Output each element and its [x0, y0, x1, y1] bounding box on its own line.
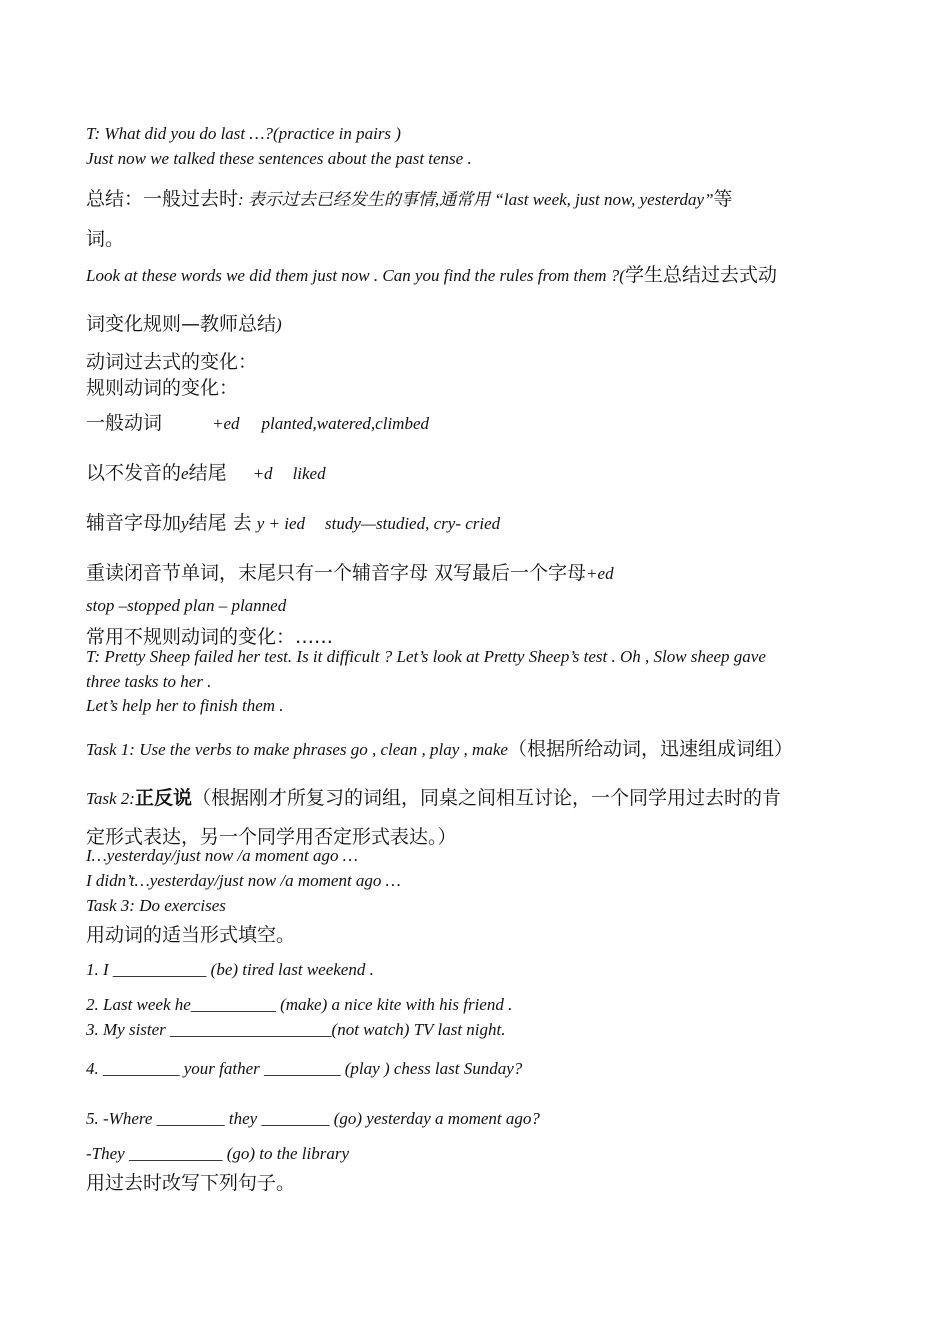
rule-double-label: 重读闭音节单词，末尾只有一个辅音字母 双写最后一个字母 [86, 562, 587, 584]
rule-consonant-y-suffix: y + ied [256, 514, 305, 533]
task-1-text: Task 1: Use the verbs to make phrases go , clean , play , make [86, 740, 508, 759]
exercise-instruction-rewrite: 用过去时改写下列句子。 [86, 1172, 296, 1194]
summary-label: 总结：一般过去时 [86, 188, 239, 210]
rule-silent-e-letter: e [181, 464, 189, 483]
task-2-label: Task 2: [86, 789, 135, 808]
dialogue-line-pretty-sheep: T: Pretty Sheep failed her test. Is it difficult ? Let’s look at Pretty Sheep’s test . Oh , Slow sheep gave [86, 647, 766, 666]
rule-silent-e-label-2: 结尾 [188, 462, 227, 484]
exercise-item-4: 4. _________ your father _________ (play ) chess last Sunday? [86, 1059, 523, 1078]
rule-general-suffix: +ed [212, 414, 240, 433]
exercise-item-5-answer: -They ___________ (go) to the library [86, 1144, 349, 1163]
summary-time-words: last week, just now, yesterday” [503, 190, 714, 209]
task-1-cn: （根据所给动词，迅速组成词组） [507, 738, 793, 760]
exercise-item-2: 2. Last week he__________ (make) a nice kite with his friend . [86, 995, 513, 1014]
rules-question-line [86, 260, 777, 287]
task-2-description: （根据刚才所复习的词组，同桌之间相互讨论，一个同学用过去时的肯 [191, 787, 781, 809]
summary-continuation: 词。 [86, 228, 125, 250]
task-1-line [86, 734, 793, 761]
rules-question-text: Look at these words we did them just now . Can you find the rules from them ?( [86, 266, 625, 285]
rules-question-cn: 学生总结过去式动 [624, 264, 777, 286]
rules-question-close: ) [276, 315, 282, 334]
text-line-past-tense-intro: Just now we talked these sentences about the past tense . [86, 149, 472, 168]
summary-colon: : 表示过去已经发生的事情,通常用 “ [238, 190, 504, 209]
exercise-instruction-fill-blank: 用动词的适当形式填空。 [86, 924, 296, 946]
summary-line [86, 184, 733, 211]
rule-double-examples: stop –stopped plan – planned [86, 596, 287, 615]
pattern-negative: I didn’t…yesterday/just now /a moment ago … [86, 871, 401, 890]
dialogue-line-tasks: three tasks to her . [86, 672, 212, 691]
section-heading-regular-verbs: 规则动词的变化： [86, 377, 239, 399]
rule-consonant-y-examples: study—studied, cry- cried [325, 514, 501, 533]
rules-question-cn-2: 词变化规则—教师总结 [86, 313, 277, 335]
rule-silent-e-example: liked [292, 464, 326, 483]
rule-silent-e-label: 以不发音的 [86, 462, 182, 484]
rule-general-label: 一般动词 [86, 412, 163, 434]
exercise-item-3: 3. My sister ___________________(not watch) TV last night. [86, 1020, 506, 1039]
task-2-line [86, 783, 781, 810]
exercise-item-1: 1. I ___________ (be) tired last weekend . [86, 960, 374, 979]
pattern-positive: I…yesterday/just now /a moment ago … [86, 846, 358, 865]
section-heading-irregular-verbs: 常用不规则动词的变化：…… [86, 626, 334, 648]
exercise-item-5: 5. -Where ________ they ________ (go) yesterday a moment ago? [86, 1109, 540, 1128]
section-heading-past-tense-changes: 动词过去式的变化： [86, 351, 258, 373]
rule-line-consonant-y [86, 508, 500, 535]
rule-consonant-y-label: 辅音字母加 [86, 512, 182, 534]
rule-double-suffix: +ed [586, 564, 614, 583]
rule-general-examples: planted,watered,climbed [261, 414, 429, 433]
rule-consonant-y-label-2: 结尾 去 [188, 512, 252, 534]
task-2-title: 正反说 [134, 787, 192, 809]
task-2-description-continuation: 定形式表达，另一个同学用否定形式表达。） [86, 826, 457, 848]
rules-question-continuation [86, 309, 282, 336]
rule-line-double-consonant [86, 558, 614, 585]
rule-consonant-y-letter: y [181, 514, 189, 533]
rule-silent-e-suffix: +d [252, 464, 273, 483]
rule-line-general [86, 408, 429, 435]
summary-suffix: 等 [713, 188, 733, 210]
dialogue-line-help: Let’s help her to finish them . [86, 696, 284, 715]
task-3-label: Task 3: Do exercises [86, 896, 226, 915]
rule-line-silent-e [86, 458, 326, 485]
dialogue-line-teacher-question: T: What did you do last …?(practice in pairs ) [86, 124, 401, 143]
